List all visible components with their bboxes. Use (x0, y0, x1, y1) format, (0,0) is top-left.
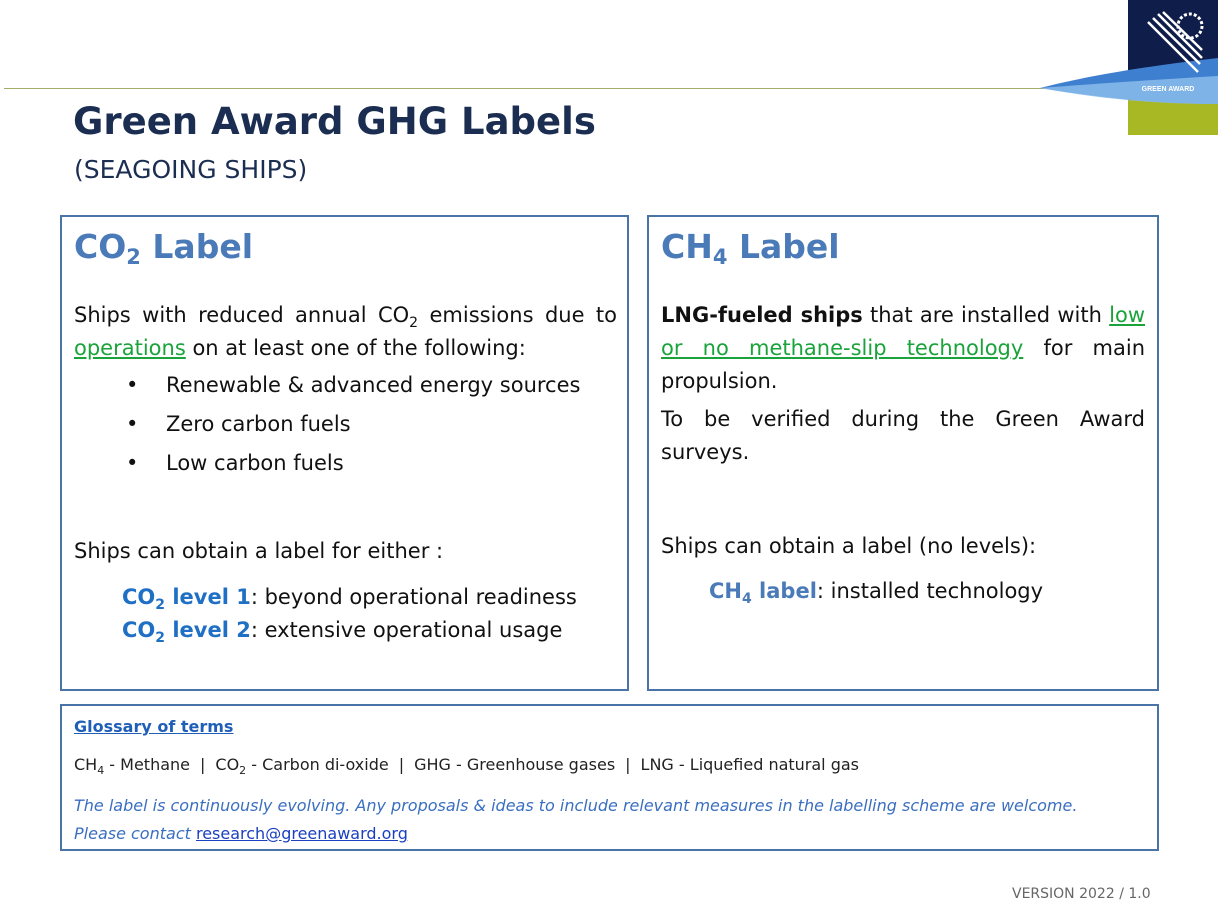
logo-text: GREEN AWARD (1141, 86, 1195, 93)
term-co2: $CO_2$ - Carbon di-oxide (215, 755, 389, 777)
methane-slip-link[interactable]: low or no methane-slip technology (661, 303, 1145, 360)
bullet-icon: • (126, 412, 139, 436)
term-separator: | (398, 755, 405, 774)
bullet-icon: • (126, 373, 139, 397)
co2-label-title: $CO_2$ Label (74, 227, 254, 269)
operations-link[interactable]: operations (74, 336, 186, 360)
green-award-logo (1040, 0, 1218, 135)
list-item: • Zero carbon fuels (122, 408, 580, 447)
term-separator: | (625, 755, 631, 774)
glossary-note: The label is continuously evolving. Any proposals & ideas to include relevant measures in the labelling scheme are welcome. Please contact research@greenaward.org (74, 796, 1078, 843)
list-item: • Renewable & advanced energy sources (122, 369, 580, 408)
bullet-icon: • (126, 451, 139, 475)
ch4-obtain-text: Ships can obtain a label (no levels): (661, 534, 1037, 558)
page-title: Green Award GHG Labels (73, 100, 596, 143)
co2-label-box (60, 215, 629, 691)
ch4-label-box (647, 215, 1159, 691)
term-ghg: GHG - Greenhouse gases (414, 755, 616, 774)
term-lng: LNG - Liquefied natural gas (640, 755, 860, 774)
ch4-label-title: $CH_4$ Label (661, 227, 840, 269)
co2-obtain-text: Ships can obtain a label for either : (74, 539, 444, 563)
co2-intro-text: Ships with reduced annual $CO_2$ emissions due to operations on at least one of the following: (74, 303, 617, 360)
co2-criteria-list (122, 369, 580, 486)
term-separator: | (200, 755, 206, 774)
ch4-verify-text: To be verified during the Green Award surveys. (661, 407, 1145, 464)
glossary-box (60, 704, 1159, 851)
version-label: VERSION 2022 / 1.0 (1012, 886, 1151, 902)
contact-email-link[interactable]: research@greenaward.org (195, 824, 408, 843)
page-subtitle: (SEAGOING SHIPS) (74, 155, 308, 184)
ch4-intro-text: LNG-fueled ships that are installed with low or no methane-slip technology for main propulsion. (661, 303, 1146, 393)
header-divider (4, 88, 1044, 89)
list-item: • Low carbon fuels (122, 447, 580, 486)
co2-level-1: $CO_2$ level 1: beyond operational readiness (122, 585, 577, 613)
glossary-heading: Glossary of terms (74, 717, 234, 736)
co2-level-2: $CO_2$ level 2: extensive operational usage (122, 618, 563, 646)
ch4-label-level: $CH_4$ label: installed technology (709, 579, 1044, 607)
term-ch4: $CH_4$ - Methane (74, 755, 190, 777)
glossary-terms (74, 755, 860, 777)
